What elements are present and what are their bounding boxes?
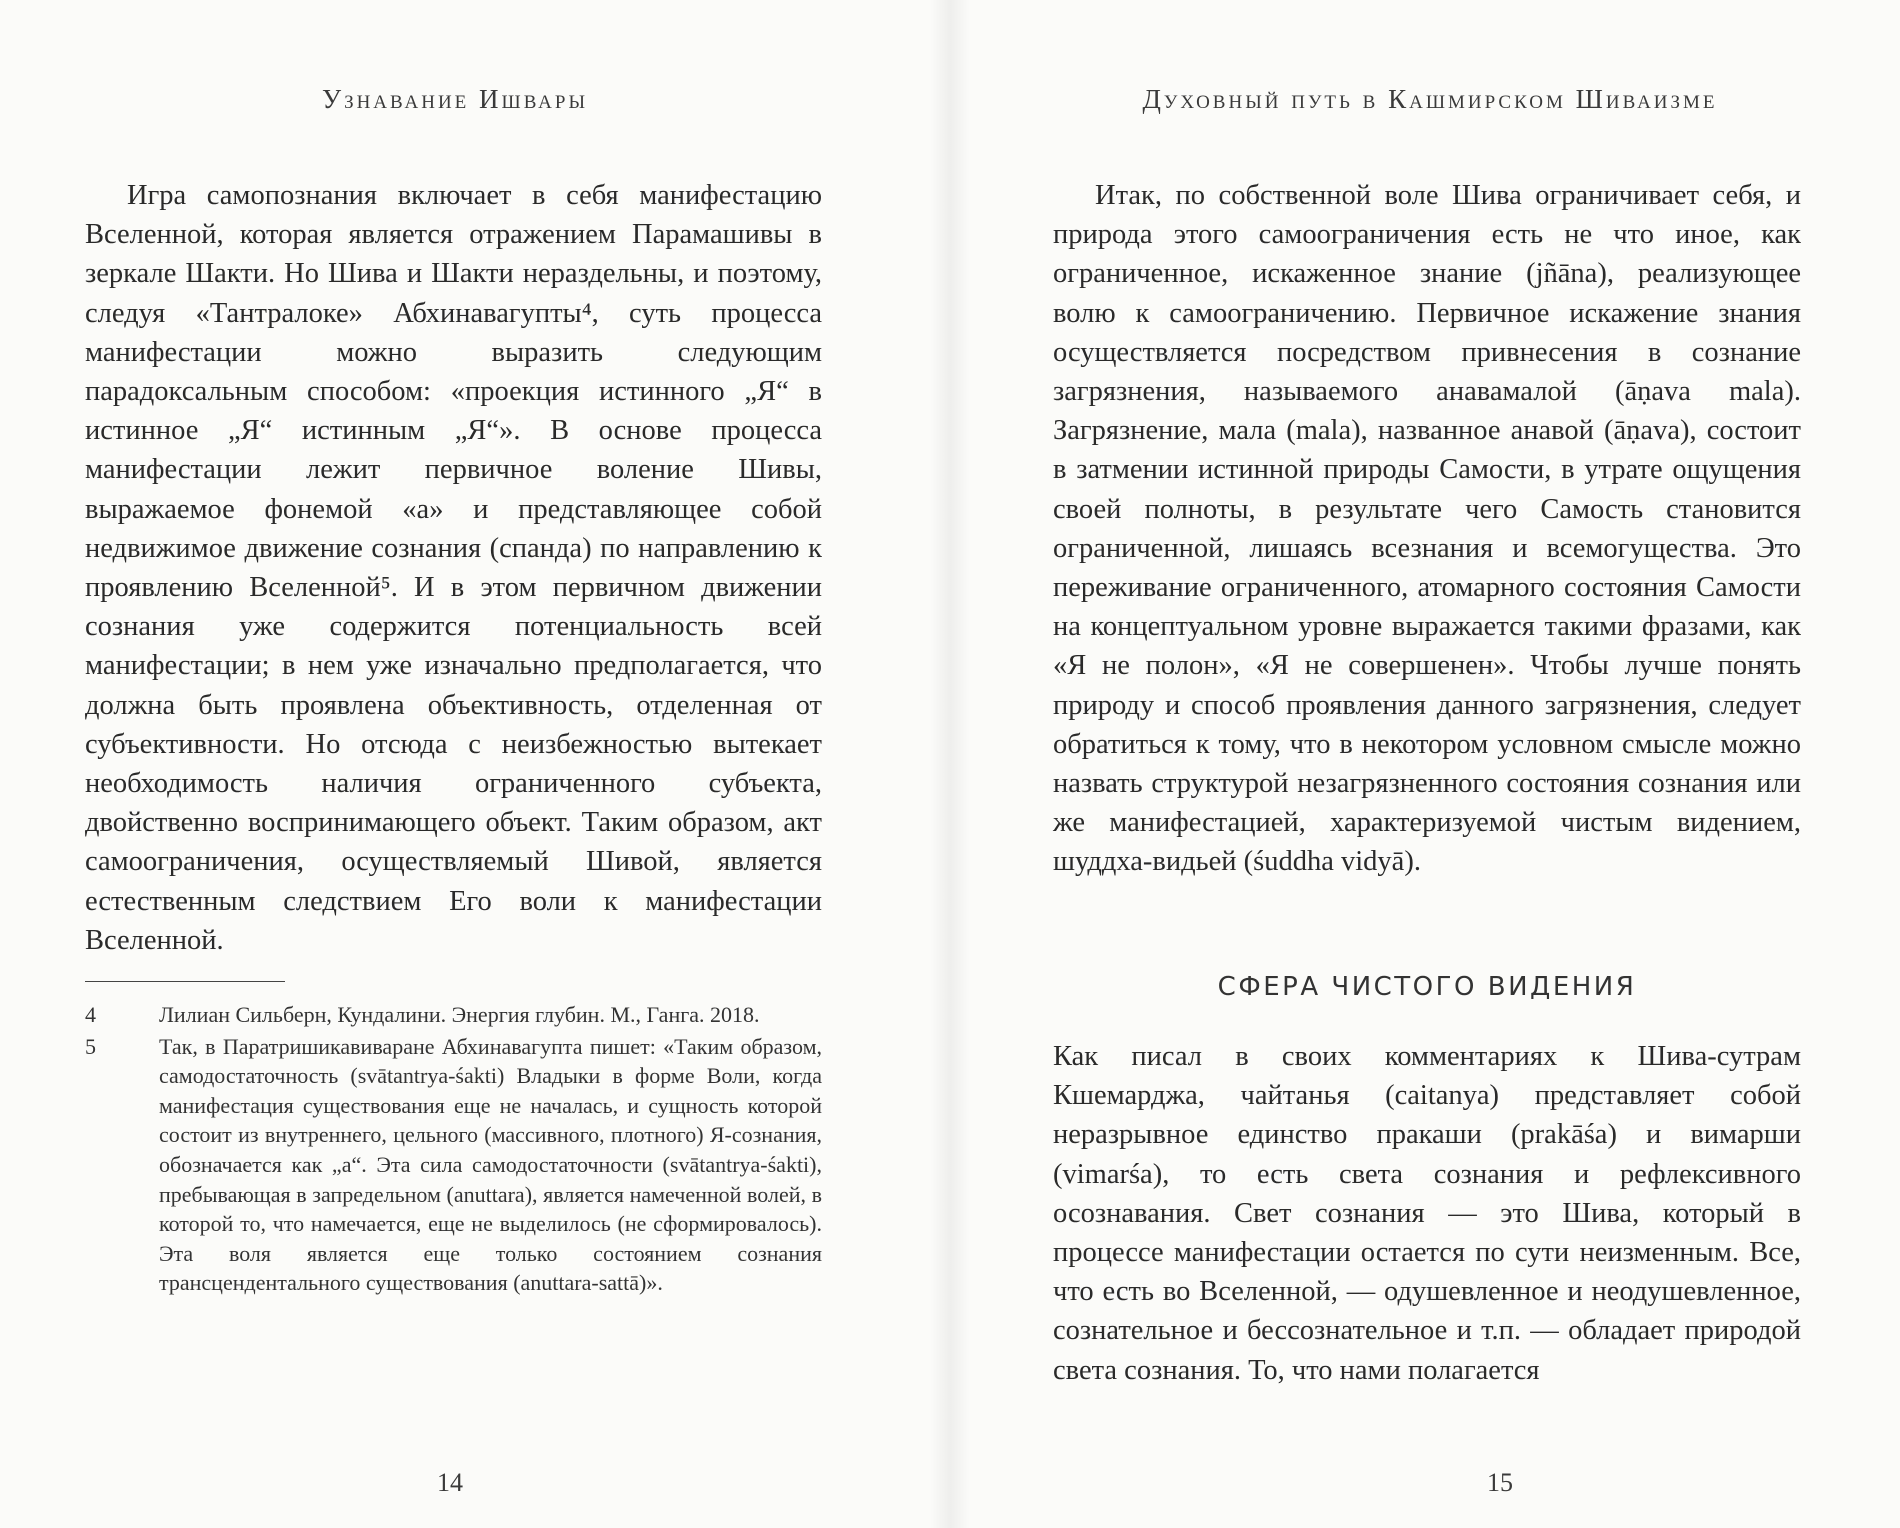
right-page-number: 15 bbox=[1487, 1468, 1513, 1497]
left-body-text bbox=[85, 176, 822, 960]
right-paragraph-1: Итак, по собственной воле Шива ограничивает себя, и природа этого самоограничения есть не что иное, как ограниченное, искаженное знание (jñāna), реализующее волю к самоограничению. Первичное искажение знания осуществляется посредством привнесения в сознание загрязнения, называемого анавамалой (āṇava mala). Загрязнение, мала (mala), названное анавой (āṇava), состоит в затмении истинной природы Самости, в утрате ощущения своей полноты, в результате чего Самость становится ограниченной, лишаясь всезнания и всемогущества. Это переживание ограниченного, атомарного состояния Самости на концептуальном уровне выражается такими фразами, как «Я не полон», «Я не совершенен». Чтобы лучше понять природу и способ проявления данного загрязнения, следует обратиться к тому, что в некотором условном смысле можно назвать структурой незагрязненного состояния сознания или же манифестацией, характеризуемой чистым видением, шуддха-видьей (śuddha vidyā). bbox=[1053, 180, 1801, 878]
footnote-number: 4 bbox=[85, 1002, 96, 1027]
footnote-text: Так, в Паратришикавиваране Абхинавагупта пишет: «Таким образом, самодостаточность (svātantrya-śakti) Владыки в форме Воли, когда манифестация существования еще не началась, и сущность которой состоит из внутреннего, цельного (массивного, плотного) Я-сознания, обозначается как „а“. Эта сила самодостаточности (svātantrya-śakti), пребывающая в запредельном (anuttara), является намеченной волей, в которой то, что намечается, еще не выделилось (не сформировалось). Эта воля является еще только состоянием сознания трансцендентального существования (anuttara-sattā)». bbox=[159, 1033, 822, 1296]
right-body-text-bottom bbox=[1053, 1037, 1801, 1390]
footnotes bbox=[85, 1000, 822, 1300]
footnote-5 bbox=[85, 1032, 822, 1298]
right-paragraph-2: Как писал в своих комментариях к Шива-сутрам Кшемарджа, чайтанья (caitanya) представляет собой неразрывное единство пракаши (prakāśa) и вимарши (vimarśa), то есть света сознания и рефлексивного осознавания. Свет сознания — это Шива, который в процессе манифестации остается по сути неизменным. Все, что есть во Вселенной, — одушевленное и неодушевленное, сознательное и бессознательное и т.п. — обладает природой света сознания. То, что нами полагается bbox=[1053, 1041, 1801, 1386]
left-paragraph: Игра самопознания включает в себя манифестацию Вселенной, которая является отражением Парамашивы в зеркале Шакти. Но Шива и Шакти нераздельны, и поэтому, следуя «Тантралоке» Абхинавагупты⁴, суть процесса манифестации можно выразить следующим парадоксальным способом: «проекция истинного „Я“ в истинное „Я“ истинным „Я“». В основе процесса манифестации лежит первичное воление Шивы, выражаемое фонемой «а» и представляющее собой недвижимое движение сознания (спанда) по направлению к проявлению Вселенной⁵. И в этом первичном движении сознания уже содержится потенциальность всей манифестации; в нем уже изначально предполагается, что должна быть проявлена объективность, отделенная от субъективности. Но отсюда с неизбежностью вытекает необходимость наличия ограниченного субъекта, двойственно воспринимающего объект. Таким образом, акт самоограничения, осуществляемый Шивой, является естественным следствием Его воли к манифестации Вселенной. bbox=[85, 180, 822, 956]
section-heading: СФЕРА ЧИСТОГО ВИДЕНИЯ bbox=[1217, 972, 1637, 1002]
footnote-4 bbox=[85, 1000, 822, 1030]
left-running-head: Узнавание Ишвары bbox=[321, 84, 589, 114]
footnote-number: 5 bbox=[85, 1033, 96, 1059]
footnote-text: Лилиан Сильберн, Кундалини. Энергия глубин. М., Ганга. 2018. bbox=[159, 1002, 760, 1027]
right-body-text-top bbox=[1053, 176, 1801, 882]
footnote-rule bbox=[85, 981, 285, 982]
left-page-number: 14 bbox=[437, 1468, 463, 1497]
right-running-head: Духовный путь в Кашмирском Шиваизме bbox=[1142, 84, 1718, 114]
right-page bbox=[950, 0, 1900, 1528]
